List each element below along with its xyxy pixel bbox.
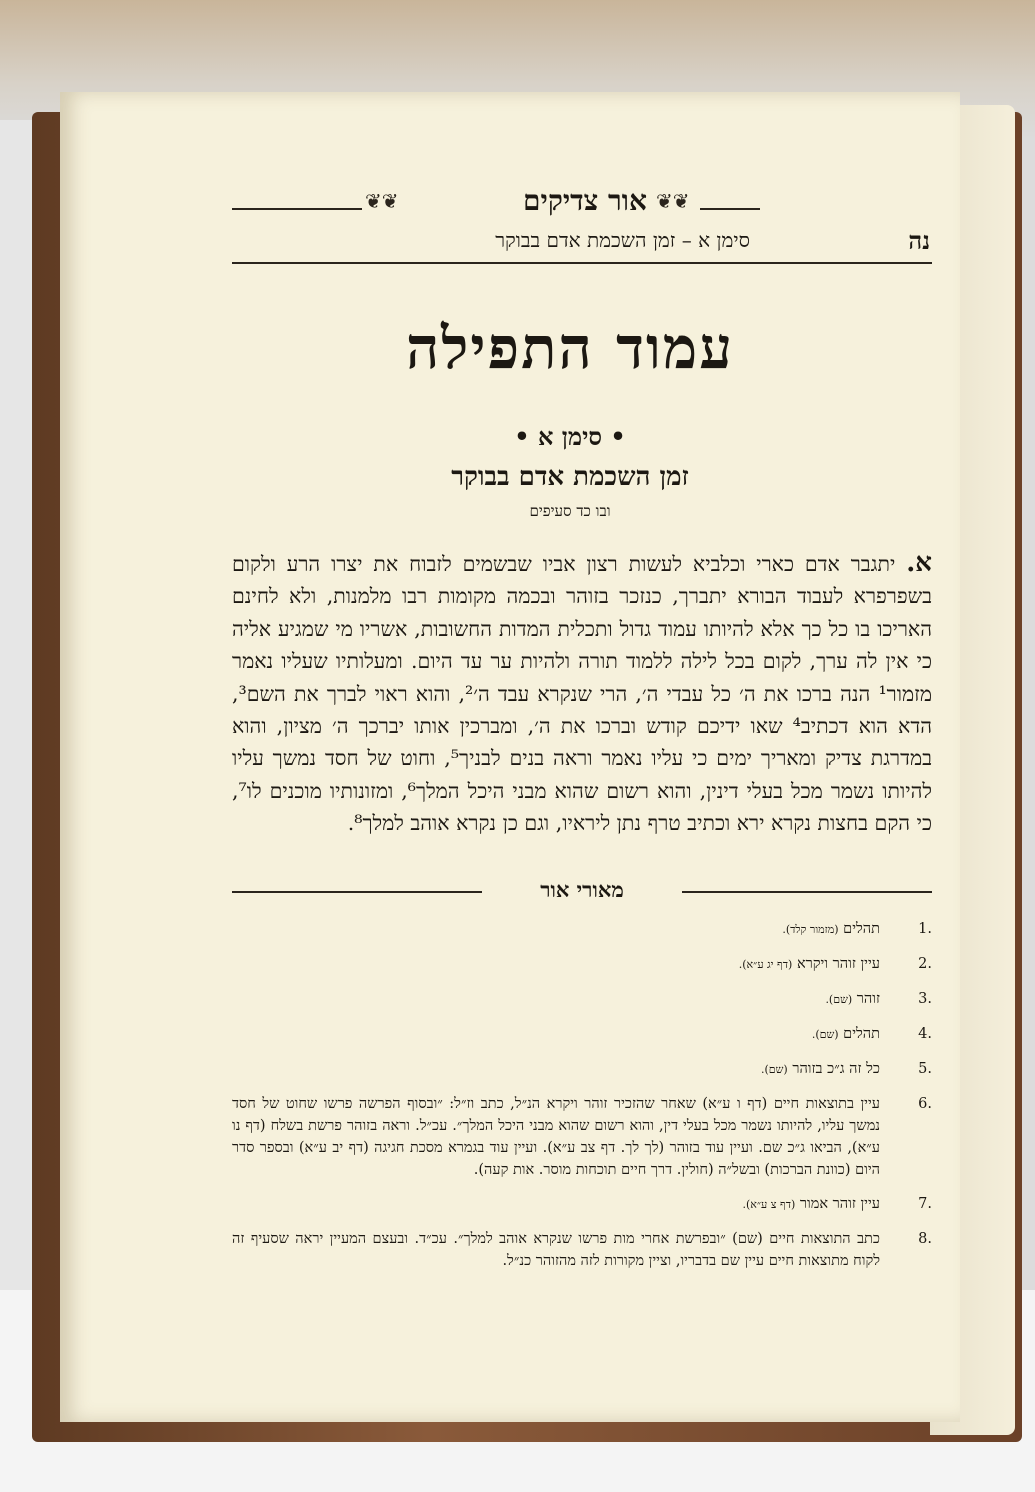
footnote-source: (שם). bbox=[825, 993, 853, 1006]
section-title: עמוד התפילה bbox=[405, 314, 735, 382]
siman-subtitle: ובו כד סעיפים bbox=[529, 502, 611, 520]
ornament-icon-left: ❦❦ bbox=[365, 189, 399, 213]
footnote-source: (דף צ ע״א). bbox=[742, 1198, 796, 1211]
footnote bbox=[232, 1228, 932, 1272]
footnote-text: זוהר bbox=[856, 991, 880, 1007]
footnote-number: 4. bbox=[918, 1026, 932, 1042]
notes-divider bbox=[232, 877, 932, 907]
footnote bbox=[232, 918, 932, 941]
running-subtitle: סימן א – זמן השכמת אדם בבוקר bbox=[495, 228, 750, 252]
header-row bbox=[230, 228, 930, 258]
header-rule bbox=[232, 262, 932, 264]
footnote bbox=[232, 953, 932, 976]
footnote bbox=[232, 1058, 932, 1081]
footnote-number: 6. bbox=[918, 1096, 932, 1112]
footnote-text: עיין זוהר ויקרא bbox=[796, 956, 880, 972]
divider-line-right bbox=[682, 891, 932, 893]
footnote-text: עיין בתוצאות חיים (דף ו ע״א) שאחר שהזכיר זוהר ויקרא הנ״ל, כתב וז״ל: ״ובסוף הפרשה פרשו שחוט של חסד נמשך עליו, להיותו נשמר מכל בעלי דין, והוא רשום שהוא מבני היכל המלך״. עכ״ל. וראה בזוהר פרשת בשלח (דף נו ע״א), הביאו ג״כ שם. ועיין עוד בזוהר (לך לך. דף צב ע״א). ועיין עוד בגמרא מסכת חגיגה (דף יב ע״א) ובספר סדר היום (כוונת הברכות) ובשל״ה (חולין. דרך חיים תוכחות מוסר. אות קעה). bbox=[232, 1096, 880, 1178]
running-title: אור צדיקים bbox=[523, 184, 647, 217]
footnote-text: עיין זוהר אמור bbox=[799, 1196, 880, 1212]
footnote-source: (מזמור קלד). bbox=[782, 923, 839, 936]
ornament-icon-right: ❦❦ bbox=[656, 189, 690, 213]
footnote-number: 1. bbox=[918, 921, 932, 937]
paragraph-body: יתגבר אדם כארי וכלביא לעשות רצון אביו שבשמים לזבוח את יצרו הרע ולקום בשפרפרא לעבוד הבורא יתברך, כנזכר בזוהר ובכמה מקומות רבו מלמנות, ולא לחינם האריכו בו כל כך אלא להיותו עמוד גדול ותכלית המדות החשובות, אשריו מי שמגיע אליה כי אין לה ערך, לקום בכל לילה ללמוד תורה ולהיות ער עד היום. ומעלותיו שעליו נאמר מזמור¹ הנה ברכו את ה׳ כל עבדי ה׳, הרי שנקרא עבד ה׳², והוא ראוי לברך את השם³, הדא הוא דכתיב⁴ שאו ידיכם קודש וברכו את ה׳, ומברכין אותו יברכך ה׳ מציון, והוא במדרגת צדיק ומאריך ימים כי עליו נאמר וראה בנים לבניך⁵, וחוט של חסד נמשך עליו להיותו נשמר מכל בעלי דינין, והוא רשום שהוא מבני היכל המלך⁶, ומזונותיו מוכנים לו⁷, כי הקם בחצות נקרא ירא וכתיב טרף נתן ליראיו, וגם כן נקרא אוהב למלך⁸. bbox=[232, 552, 933, 836]
footnote bbox=[232, 988, 932, 1011]
footnote bbox=[232, 1093, 932, 1181]
footnote-text: כתב התוצאות חיים (שם) ״ובפרשת אחרי מות פרשו שנקרא אוהב למלך״. עכ״ד. ובעצם המעיין יראה שסעיף זה לקוח מתוצאות חיים עיין שם בדבריו, וציין מקורות לזה מהזוהר כנ״ל. bbox=[232, 1231, 880, 1269]
footnote-text: תהלים bbox=[843, 921, 880, 937]
page-content bbox=[60, 92, 960, 1422]
footnote-number: 2. bbox=[918, 956, 932, 972]
footnote-source: (שם). bbox=[760, 1063, 788, 1076]
footnote-source: (שם). bbox=[811, 1028, 839, 1041]
footnote-text: תהלים bbox=[843, 1026, 880, 1042]
divider-line-left bbox=[232, 891, 482, 893]
book-page bbox=[60, 92, 960, 1422]
ornament-line-right bbox=[700, 208, 760, 210]
footnote-text: כל זה ג״כ בזוהר bbox=[792, 1061, 880, 1077]
footnote-number: 5. bbox=[918, 1061, 932, 1077]
footnote-number: 3. bbox=[918, 991, 932, 1007]
main-paragraph bbox=[232, 547, 932, 840]
footnote-number: 8. bbox=[918, 1231, 932, 1247]
footnote bbox=[232, 1023, 932, 1046]
paragraph-lead-letter: א. bbox=[906, 548, 932, 578]
notes-title: מאורי אור bbox=[540, 877, 624, 902]
ornament-line-left bbox=[232, 208, 362, 210]
footnote-number: 7. bbox=[918, 1196, 932, 1212]
page-number: נה bbox=[908, 226, 930, 255]
footnote-source: (דף יג ע״א). bbox=[738, 958, 793, 971]
footnotes bbox=[232, 918, 932, 1284]
siman-label: • סימן א • bbox=[514, 422, 626, 451]
footnote bbox=[232, 1193, 932, 1216]
siman-title: זמן השכמת אדם בבוקר bbox=[451, 462, 689, 492]
